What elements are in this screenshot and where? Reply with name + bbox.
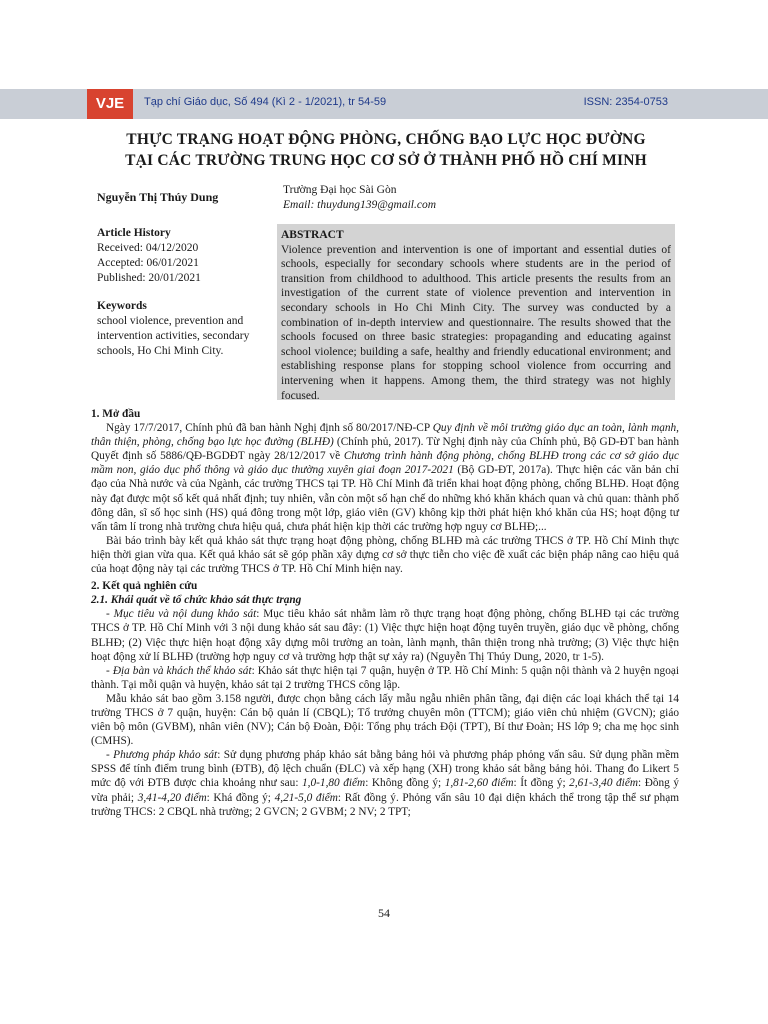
- author-email: Email: thuydung139@gmail.com: [283, 199, 437, 211]
- abstract-heading: ABSTRACT: [281, 229, 344, 241]
- text-run: : Đồng ý vừa phải;: [91, 777, 680, 804]
- text-run-italic: 1,0-1,80 điểm: [302, 777, 366, 790]
- text-run-italic: Chương trình hành động phòng, chống BLHĐ trong các cơ sở giáo dục mầm non, giáo dục phổ thông và giáo dục thường xuyên giai đoạn 2017-2021: [91, 450, 679, 477]
- text-run: : Rất đồng ý. Phỏng vấn sâu 10 đại diện khách thể trong tập thể sư phạm trường THCS: 2 CBQL nhà trường; 2 GVCN; 2 GVBM; 2 NV; 2 TPT;: [91, 791, 679, 818]
- text-run-italic: - Mục tiêu và nội dung khảo sát: [106, 608, 257, 621]
- text-run-italic: 3,41-4,20 điểm: [137, 791, 207, 804]
- title-line-2: TẠI CÁC TRƯỜNG TRUNG HỌC CƠ SỞ Ở THÀNH PHỐ HỒ CHÍ MINH: [125, 152, 647, 169]
- paragraph-methods: [91, 748, 679, 818]
- author-affiliation-block: [283, 183, 436, 213]
- text-run: : Mục tiêu khảo sát nhằm làm rõ thực trạng hoạt động phòng, chống BLHĐ tại các trường THCS ở TP. Hồ Chí Minh với 3 nội dung khảo sát sau đây: (1) Việc thực hiện hoạt động tuyên truyền, giáo dục về phòng, chống BLHĐ; (2) Việc thực hiện hoạt động xây dựng môi trường an toàn, lành mạnh, thân thiện trong nhà trường; (3) Việc thực hiện hoạt động xử lí BLHĐ (trường hợp nguy cơ và trường hợp thật sự xảy ra) (Nguyễn Thị Thúy Dung, 2020, tr 1-5).: [91, 608, 679, 663]
- text-run-italic: 4,21-5,0 điểm: [274, 791, 338, 804]
- journal-citation: Tạp chí Giáo dục, Số 494 (Kì 2 - 1/2021), tr 54-59: [144, 96, 387, 108]
- keywords-text: school violence, prevention and intervention activities, secondary schools, Ho Chi Minh City.: [97, 315, 250, 357]
- keywords-heading: Keywords: [97, 300, 147, 312]
- issn-label: ISSN: 2354-0753: [583, 96, 668, 108]
- author-affiliation: Trường Đại học Sài Gòn: [283, 184, 397, 196]
- text-run-italic: 2,61-3,40 điểm: [569, 777, 638, 790]
- text-run: : Sử dụng phương pháp khảo sát bằng bảng hỏi và phương pháp phỏng vấn sâu. Sử dụng phần mềm SPSS để tính điểm trung bình (ĐTB), độ lệch chuẩn (ĐLC) và xếp hạng (XH) trong khảo sát bằng bảng hỏi. Thang đo Likert 5 mức độ với ĐTB được chia khoảng như sau:: [91, 749, 680, 790]
- text-run-italic: - Phương pháp khảo sát: [106, 749, 218, 762]
- journal-logo-badge: VJE: [87, 89, 133, 119]
- text-run: : Khảo sát thực hiện tại 7 quận, huyện ở TP. Hồ Chí Minh: 5 quận nội thành và 2 huyện ngoại thành. Tại mỗi quận và huyện, khảo sát tại 2 trường THCS công lập.: [91, 664, 679, 691]
- text-run: : Ít đồng ý;: [513, 777, 570, 790]
- keywords-block: [97, 299, 267, 359]
- text-run: : Khá đồng ý;: [206, 791, 275, 804]
- paragraph-intro-1: [91, 421, 679, 534]
- text-run-italic: 1,81-2,60 điểm: [444, 777, 514, 790]
- accepted-date: Accepted: 06/01/2021: [97, 257, 199, 269]
- section-heading-results: 2. Kết quả nghiên cứu: [91, 580, 198, 593]
- article-title: [92, 129, 680, 171]
- published-date: Published: 20/01/2021: [97, 272, 201, 284]
- paragraph-objectives: [91, 607, 679, 663]
- section-heading-intro: 1. Mở đầu: [91, 408, 141, 420]
- text-run: : Không đồng ý;: [365, 777, 445, 790]
- abstract-text: Violence prevention and intervention is one of important and essential duties of schools, especially for secondary schools where students are in the period of transition from childhood to adulthood. This article presents the results from an investigation of the current state of violence prevention and intervention in secondary schools in Ho Chi Minh City. The survey was conducted by a combination of in-depth interview and questionnaire. The results showed that the schools focused on three basic strategies: propaganding and educating against school violence; building a safe, healthy and friendly educational environment; and establishing response plans for stopping school violence from occurring and intervening when it happens. Among them, the third strategy was not highly focused.: [281, 243, 671, 402]
- article-history-heading: Article History: [97, 227, 171, 239]
- page-number: 54: [378, 906, 390, 920]
- author-name: Nguyễn Thị Thúy Dung: [97, 190, 219, 204]
- paragraph-intro-2: Bài báo trình bày kết quả khảo sát thực trạng hoạt động phòng, chống BLHĐ mà các trường THCS ở TP. Hồ Chí Minh thực hiện thời gian vừa qua. Kết quả khảo sát sẽ góp phần xây dựng cơ sở thực tiễn cho việc đề xuất các biện pháp nâng cao hiệu quả của hoạt động này tại các trường THCS ở TP. Hồ Chí Minh hiện nay.: [91, 534, 679, 576]
- article-meta: [97, 226, 267, 359]
- article-body: [91, 404, 679, 819]
- title-line-1: THỰC TRẠNG HOẠT ĐỘNG PHÒNG, CHỐNG BẠO LỰC HỌC ĐƯỜNG: [126, 131, 646, 148]
- paragraph-sample: Mẫu khảo sát bao gồm 3.158 người, được chọn bằng cách lấy mẫu ngẫu nhiên phân tầng, đại diện các loại khách thể tại 14 trường THCS ở 7 quận, huyện: Cán bộ quản lí (CBQL); Tổ trưởng chuyên môn (TTCM); giáo viên chủ nhiệm (GVCN); giáo viên bộ môn (GVBM), nhân viên (NV); Cán bộ Đoàn, Đội: Tổng phụ trách Đội (TPT), Bí thư Đoàn; HS lớp 9; cha mẹ học sinh (CMHS).: [91, 692, 679, 748]
- text-run: (Bộ GD-ĐT, 2017a). Thực hiện các văn bản chỉ đạo của Nhà nước và của Ngành, các trường THCS tại TP. Hồ Chí Minh đã triển khai hoạt động phòng, chống BLHĐ. Hoạt động này đạt được một số kết quả nhất định; tuy nhiên, vẫn còn một số hạn chế do những khó khăn khách quan và chủ quan: thành phố đông dân, sĩ số học sinh (HS) quá đông trong một lớp, giáo viên (GV) không kịp thời phát hiện khó khăn của HS; hoạt động tư vấn tâm lí trong nhà trường chưa hiệu quả, chưa phát hiện kịp thời các trường hợp nguy cơ BLHĐ;...: [91, 464, 679, 533]
- paragraph-location: [91, 664, 679, 692]
- received-date: Received: 04/12/2020: [97, 242, 199, 254]
- text-run-italic: Quy định về môi trường giáo dục an toàn, lành mạnh, thân thiện, phòng, chống bạo lực học đường (BLHĐ): [91, 422, 679, 449]
- text-run-italic: - Địa bàn và khách thể khảo sát: [106, 664, 252, 677]
- text-run: (Chính phủ, 2017). Từ Nghị định này của Chính phủ, Bộ GD-ĐT ban hành Quyết định số 5886/QĐ-BGDĐT ngày 28/12/2017 về: [91, 436, 679, 463]
- text-run: Ngày 17/7/2017, Chính phủ đã ban hành Nghị định số 80/2017/NĐ-CP: [106, 422, 433, 435]
- subsection-heading-2-1: 2.1. Khái quát về tổ chức khảo sát thực trạng: [91, 594, 302, 607]
- abstract-box: [277, 224, 675, 400]
